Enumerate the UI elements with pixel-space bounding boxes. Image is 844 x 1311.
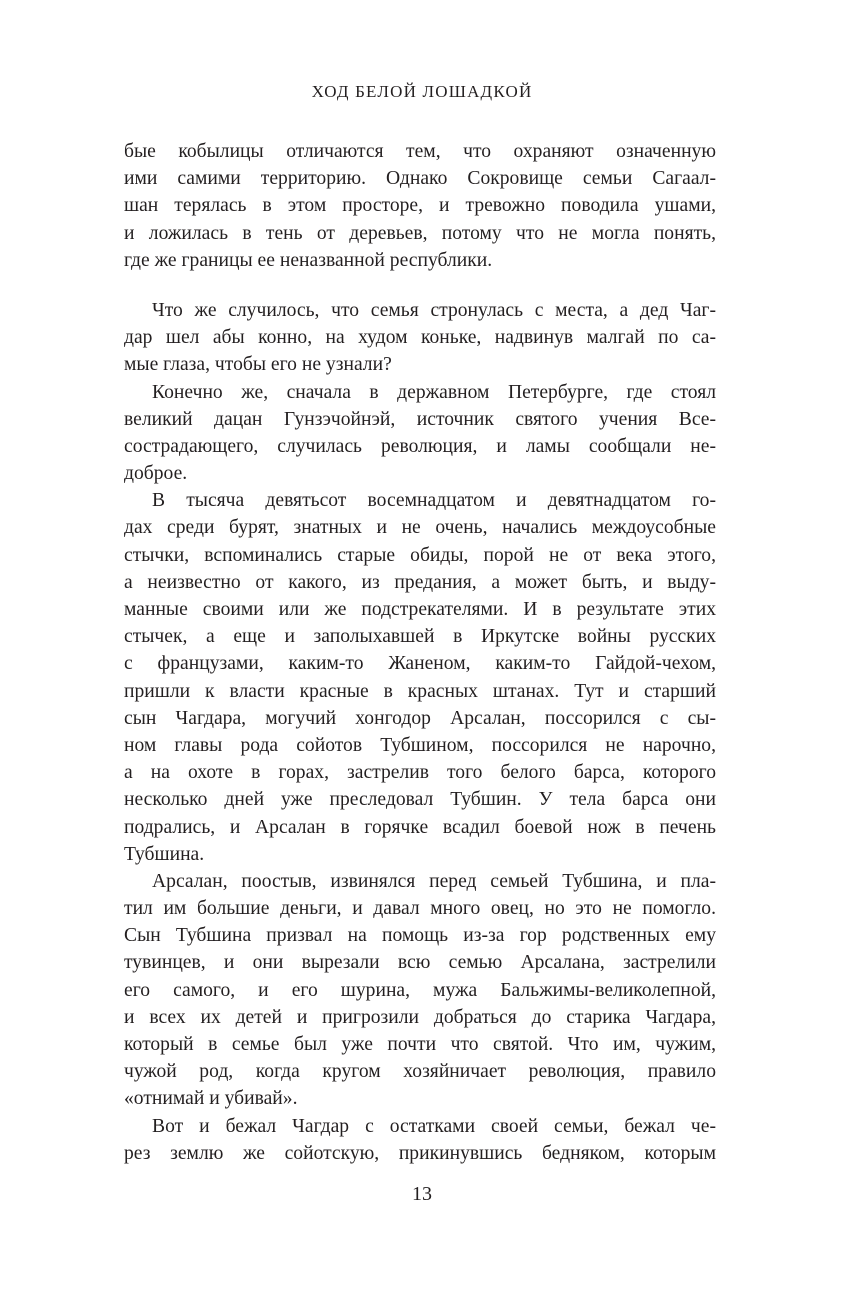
text-line: Конечно же, сначала в державном Петербурге, где стоял [152,381,716,403]
text-line: великий дацан Гунзэчойнэй, источник святого учения Все- [124,408,716,430]
paragraph [124,138,716,274]
text-line: доброе. [124,463,188,485]
text-line: ном главы рода сойотов Тубшином, поссорился не нарочно, [124,734,716,756]
running-head: ХОД БЕЛОЙ ЛОШАДКОЙ [311,82,533,101]
text-line: подрались, и Арсалан в горячке всадил боевой нож в печень [124,816,716,838]
text-line: манные своими или же подстрекателями. И в результате этих [124,599,716,620]
paragraph [124,487,716,868]
text-line: чужой род, когда кругом хозяйничает революция, правило [124,1061,716,1083]
text-line: Арсалан, поостыв, извинялся перед семьей Тубшина, и пла- [152,870,716,892]
text-line: а на охоте в горах, застрелив того белого барса, которого [124,762,716,784]
text-line: шан терялась в этом просторе, и тревожно поводила ушами, [124,195,716,217]
text-line: В тысяча девятьсот восемнадцатом и девятнадцатом го- [152,490,716,512]
text-line: несколько дней уже преследовал Тубшин. У тела барса они [124,789,716,811]
text-line: дар шел абы конно, на худом коньке, надвинув малгай по са- [124,327,716,349]
text-line: Что же случилось, что семья стронулась с места, а дед Чаг- [152,299,716,321]
paragraph [124,379,716,488]
text-line: где же границы ее неназванной республики. [124,249,493,271]
text-line: бые кобылицы отличаются тем, что охраняют означенную [124,141,716,162]
paragraph [124,868,716,1113]
text-line: тувинцев, и они вырезали всю семью Арсалана, застрелили [124,952,716,974]
text-line: Вот и бежал Чагдар с остатками своей семьи, бежал че- [152,1115,716,1137]
text-line: мые глаза, чтобы его не узнали? [124,354,392,376]
text-line: его самого, и его шурина, мужа Бальжимы-великолепной, [124,979,716,1001]
text-line: который в семье был уже почти что святой. Что им, чужим, [124,1034,716,1055]
text-line: пришли к власти красные в красных штанах. Тут и старший [124,680,716,702]
text-line: «отнимай и убивай». [124,1088,298,1110]
text-line: Сын Тубшина призвал на помощь из-за гор родственных ему [124,925,716,947]
text-line: стычки, вспоминались старые обиды, порой не от века этого, [124,544,716,566]
text-line: стычек, а еще и заполыхавшей в Иркутске войны русских [124,626,716,648]
text-line: с французами, каким-то Жаненом, каким-то Гайдой-чехом, [124,653,716,675]
text-line: сын Чагдара, могучий хонгодор Арсалан, поссорился с сы- [124,707,716,729]
text-line: Тубшина. [124,843,205,865]
text-line: а неизвестно от какого, из предания, а может быть, и выду- [124,571,716,593]
text-line: рез землю же сойотскую, прикинувшись бедняком, которым [124,1142,716,1164]
page-number: 13 [412,1183,432,1205]
text-line: тил им большие деньги, и давал много овец, но это не помогло. [124,898,716,920]
text-line: ими самими территорию. Однако Сокровище семьи Сагаал- [124,168,716,190]
text-line: дах среди бурят, знатных и не очень, начались междоусобные [124,517,716,539]
text-line: и ложилась в тень от деревьев, потому что не могла понять, [124,222,716,244]
text-line: и всех их детей и пригрозили добраться до старика Чагдара, [124,1006,716,1028]
paragraph [124,297,716,379]
body-text [124,138,716,1167]
paragraph [124,1113,716,1167]
text-line: сострадающего, случилась революция, и ламы сообщали не- [124,435,716,457]
